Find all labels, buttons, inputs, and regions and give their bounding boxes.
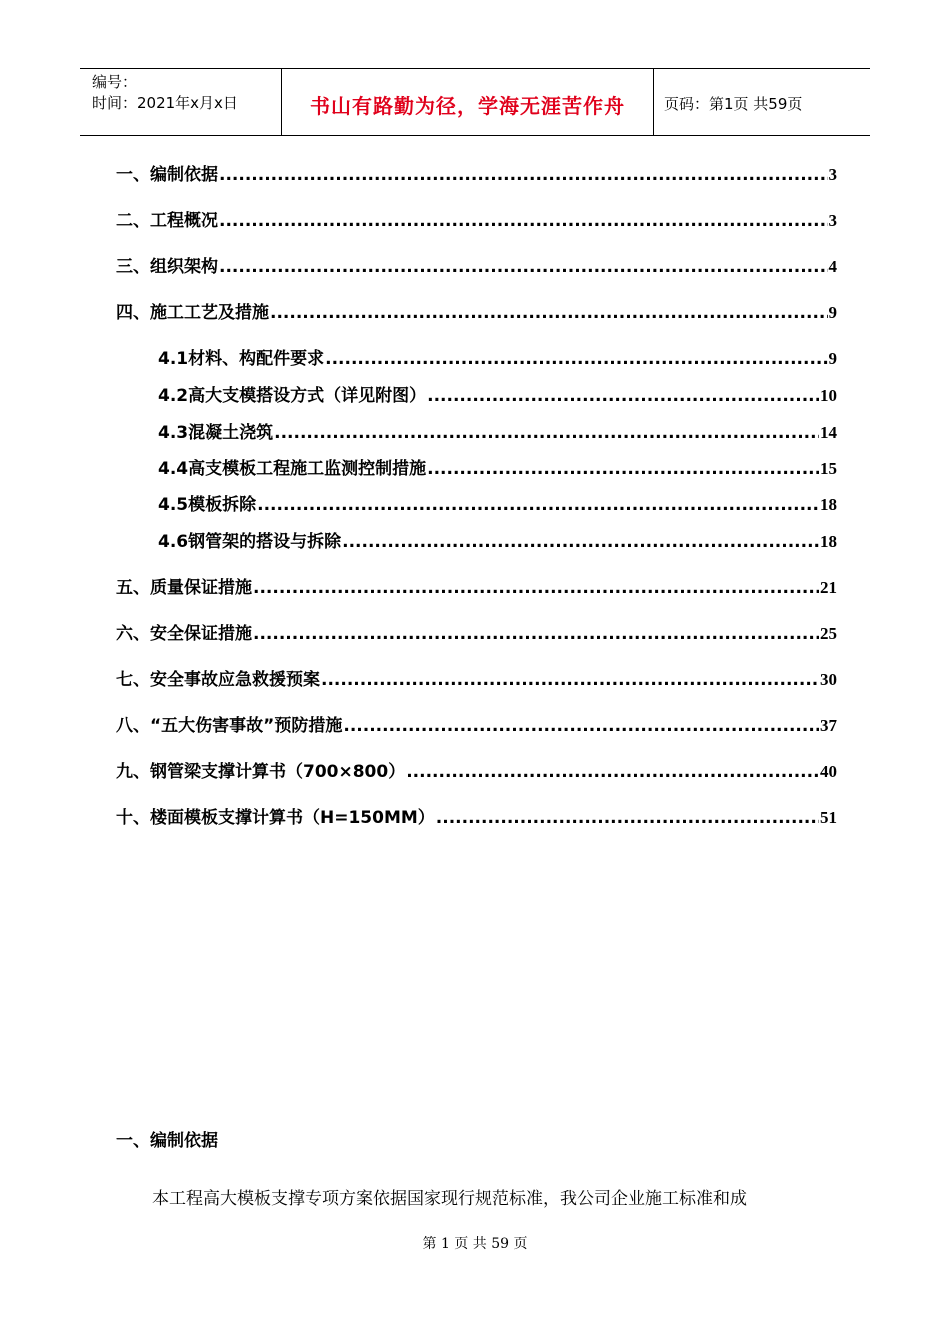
toc-entry-label: 一、编制依据 <box>116 165 218 185</box>
toc-entry-label: 4.5模板拆除 <box>158 495 257 515</box>
time-label: 时间：2021年x月x日 <box>92 94 238 112</box>
toc-leader-dots <box>219 257 828 277</box>
toc-entry-label: 三、组织架构 <box>116 257 218 277</box>
toc-entry-label: 二、工程概况 <box>116 211 218 231</box>
toc-leader-dots <box>406 762 819 782</box>
toc-entry-label: 四、施工工艺及措施 <box>116 303 269 323</box>
toc-leader-dots <box>436 808 819 828</box>
page-footer: 第 1 页 共 59 页 <box>422 1236 528 1252</box>
toc-subentry[interactable] <box>158 418 837 443</box>
toc-entry-label: 4.3混凝土浇筑 <box>158 423 274 443</box>
toc-leader-dots <box>253 624 819 644</box>
toc-leader-dots <box>343 716 819 736</box>
toc-entry-page: 18 <box>820 532 837 551</box>
toc-entry[interactable] <box>116 206 837 231</box>
toc-leader-dots <box>427 386 819 406</box>
toc-subentry[interactable] <box>158 454 837 479</box>
header-meta <box>80 69 282 135</box>
toc-entry-label: 4.6钢管架的搭设与拆除 <box>158 532 342 552</box>
toc-entry-page: 25 <box>820 624 837 643</box>
toc-entry[interactable] <box>116 573 837 598</box>
toc-entry-page: 30 <box>820 670 837 689</box>
toc-entry-label: 五、质量保证措施 <box>116 578 252 598</box>
toc-leader-dots <box>274 423 819 443</box>
toc-entry-label: 十、楼面模板支撑计算书（H=150MM） <box>116 808 435 828</box>
toc-entry[interactable] <box>116 711 837 736</box>
toc-entry-page: 4 <box>828 257 837 276</box>
toc-entry-page: 18 <box>820 495 837 514</box>
toc-entry-page: 9 <box>828 303 837 322</box>
toc-entry[interactable] <box>116 160 837 185</box>
toc-entry-label: 4.2高大支模搭设方式（详见附图） <box>158 386 427 406</box>
body-paragraph: 本工程高大模板支撑专项方案依据国家现行规范标准，我公司企业施工标准和成 <box>152 1189 747 1209</box>
toc-leader-dots <box>325 349 827 369</box>
toc-entry[interactable] <box>116 757 837 782</box>
toc-leader-dots <box>342 532 819 552</box>
toc-entry[interactable] <box>116 619 837 644</box>
toc-entry-label: 九、钢管梁支撑计算书（700×800） <box>116 762 406 782</box>
toc-entry-label: 八、“五大伤害事故”预防措施 <box>116 716 343 736</box>
toc-entry-page: 15 <box>820 459 837 478</box>
toc-leader-dots <box>219 165 828 185</box>
header-page-label: 页码：第1页 共59页 <box>664 95 803 113</box>
section-heading: 一、编制依据 <box>116 1131 218 1151</box>
toc-entry-label: 七、安全事故应急救援预案 <box>116 670 320 690</box>
toc-subentry[interactable] <box>158 344 837 369</box>
toc-entry-page: 10 <box>820 386 837 405</box>
toc-subentry[interactable] <box>158 527 837 552</box>
toc-entry[interactable] <box>116 665 837 690</box>
number-label: 编号： <box>92 73 138 91</box>
toc-leader-dots <box>270 303 828 323</box>
header-motto: 书山有路勤为径，学海无涯苦作舟 <box>282 69 654 135</box>
toc-subentry[interactable] <box>158 490 837 515</box>
toc-subentry[interactable] <box>158 381 837 406</box>
toc-leader-dots <box>219 211 828 231</box>
toc-entry-label: 4.4高支模板工程施工监测控制措施 <box>158 459 427 479</box>
toc-entry[interactable] <box>116 298 837 323</box>
toc-entry-page: 21 <box>820 578 837 597</box>
toc-leader-dots <box>321 670 819 690</box>
toc-entry-page: 51 <box>820 808 837 827</box>
toc-entry-page: 40 <box>820 762 837 781</box>
toc-entry-page: 14 <box>820 423 837 442</box>
toc-leader-dots <box>257 495 819 515</box>
toc-entry-page: 9 <box>828 349 837 368</box>
toc-entry[interactable] <box>116 803 837 828</box>
toc-entry-page: 3 <box>828 165 837 184</box>
toc-entry-page: 3 <box>828 211 837 230</box>
toc-entry-page: 37 <box>820 716 837 735</box>
toc-entry-label: 六、安全保证措施 <box>116 624 252 644</box>
toc-entry-label: 4.1材料、构配件要求 <box>158 349 325 369</box>
toc-entry[interactable] <box>116 252 837 277</box>
toc-leader-dots <box>253 578 819 598</box>
toc-leader-dots <box>427 459 819 479</box>
document-header <box>80 68 870 136</box>
